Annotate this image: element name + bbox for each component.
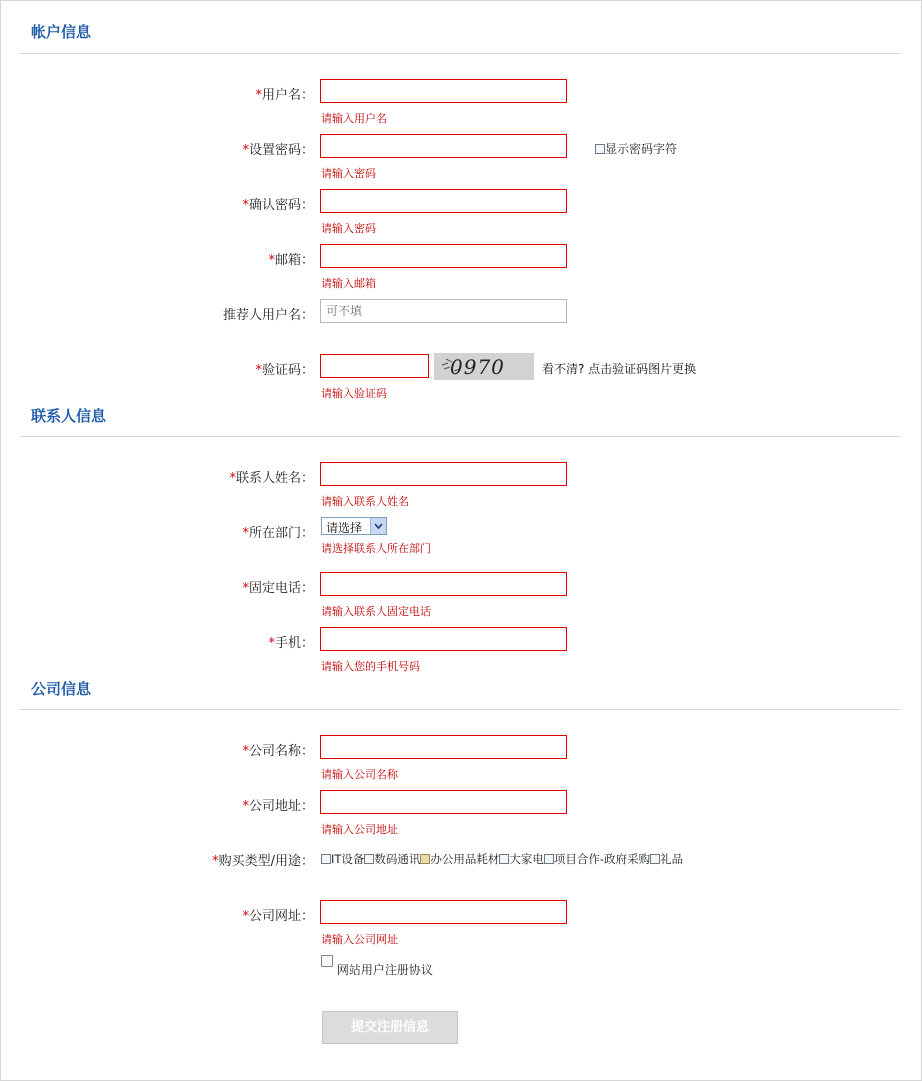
email-label: *邮箱： <box>268 253 314 268</box>
purchase-option-label: 数码通讯 <box>374 852 421 866</box>
username-field[interactable] <box>320 79 567 103</box>
department-select[interactable] <box>321 517 387 535</box>
password-hint: 请输入密码 <box>321 167 376 180</box>
phone-label: *固定电话： <box>242 581 314 596</box>
section-title-account: 帐户信息 <box>31 23 92 41</box>
purchase-option-label: 大家电 <box>509 852 544 866</box>
show-password-label: 显示密码字符 <box>605 142 678 156</box>
captcha-refresh-link[interactable]: 看不清? 点击验证码图片更换 <box>542 362 697 376</box>
purchase-type-label: *购买类型/用途： <box>212 854 314 869</box>
phone-hint: 请输入联系人固定电话 <box>321 605 431 618</box>
chevron-down-icon[interactable] <box>370 518 386 534</box>
purchase-option-label: IT设备 <box>331 852 365 866</box>
purchase-type-options <box>321 851 683 867</box>
password-label: *设置密码： <box>242 143 314 158</box>
purchase-option-checkbox[interactable] <box>420 854 430 864</box>
department-hint: 请选择联系人所在部门 <box>321 542 431 555</box>
purchase-option-checkbox[interactable] <box>364 854 374 864</box>
confirm-password-field[interactable] <box>320 189 567 213</box>
username-label: *用户名： <box>255 88 314 103</box>
purchase-option-checkbox[interactable] <box>321 854 331 864</box>
purchase-option-label: 办公用品耗材 <box>430 852 500 866</box>
agreement-row[interactable] <box>321 955 433 977</box>
mobile-hint: 请输入您的手机号码 <box>321 660 420 673</box>
section-divider <box>20 53 901 54</box>
show-password-toggle[interactable] <box>595 140 677 157</box>
section-title-contact: 联系人信息 <box>31 407 107 425</box>
purchase-option-checkbox[interactable] <box>499 854 509 864</box>
captcha-hint: 请输入验证码 <box>321 387 387 400</box>
company-website-field[interactable] <box>320 900 567 924</box>
username-hint: 请输入用户名 <box>321 112 387 125</box>
mobile-label: *手机： <box>268 636 314 651</box>
purchase-option-checkbox[interactable] <box>650 854 660 864</box>
agreement-checkbox[interactable] <box>321 955 333 967</box>
section-divider <box>20 709 901 710</box>
company-address-field[interactable] <box>320 790 567 814</box>
email-hint: 请输入邮箱 <box>321 277 376 290</box>
purchase-option-label: 项目合作-政府采购 <box>553 852 651 866</box>
confirm-password-hint: 请输入密码 <box>321 222 376 235</box>
referrer-field[interactable] <box>320 299 567 323</box>
company-website-hint: 请输入公司网址 <box>321 933 398 946</box>
purchase-option-label: 礼品 <box>660 852 684 866</box>
submit-button-label: 提交注册信息 <box>350 1020 429 1035</box>
section-divider <box>20 436 901 437</box>
captcha-field[interactable] <box>320 354 429 378</box>
password-field[interactable] <box>320 134 567 158</box>
company-website-label: *公司网址： <box>242 909 314 924</box>
mobile-field[interactable] <box>320 627 567 651</box>
show-password-checkbox[interactable] <box>595 144 605 154</box>
agreement-label: 网站用户注册协议 <box>336 963 433 977</box>
confirm-password-label: *确认密码： <box>242 198 314 213</box>
department-selected-value: 请选择 <box>326 521 363 535</box>
captcha-image[interactable] <box>434 353 534 380</box>
email-field[interactable] <box>320 244 567 268</box>
contact-name-label: *联系人姓名： <box>229 471 314 486</box>
company-address-hint: 请输入公司地址 <box>321 823 398 836</box>
submit-button[interactable] <box>322 1011 458 1044</box>
captcha-label: *验证码： <box>255 363 314 378</box>
company-name-label: *公司名称： <box>242 744 314 759</box>
contact-name-field[interactable] <box>320 462 567 486</box>
contact-name-hint: 请输入联系人姓名 <box>321 495 409 508</box>
section-title-company: 公司信息 <box>31 680 92 698</box>
phone-field[interactable] <box>320 572 567 596</box>
referrer-label: 推荐人用户名： <box>222 308 314 323</box>
company-name-hint: 请输入公司名称 <box>321 768 398 781</box>
referrer-input[interactable] <box>321 300 566 322</box>
company-name-field[interactable] <box>320 735 567 759</box>
captcha-text: 0970 <box>450 355 505 379</box>
company-address-label: *公司地址： <box>242 799 314 814</box>
department-label: *所在部门： <box>242 526 314 541</box>
purchase-option-checkbox[interactable] <box>544 854 554 864</box>
